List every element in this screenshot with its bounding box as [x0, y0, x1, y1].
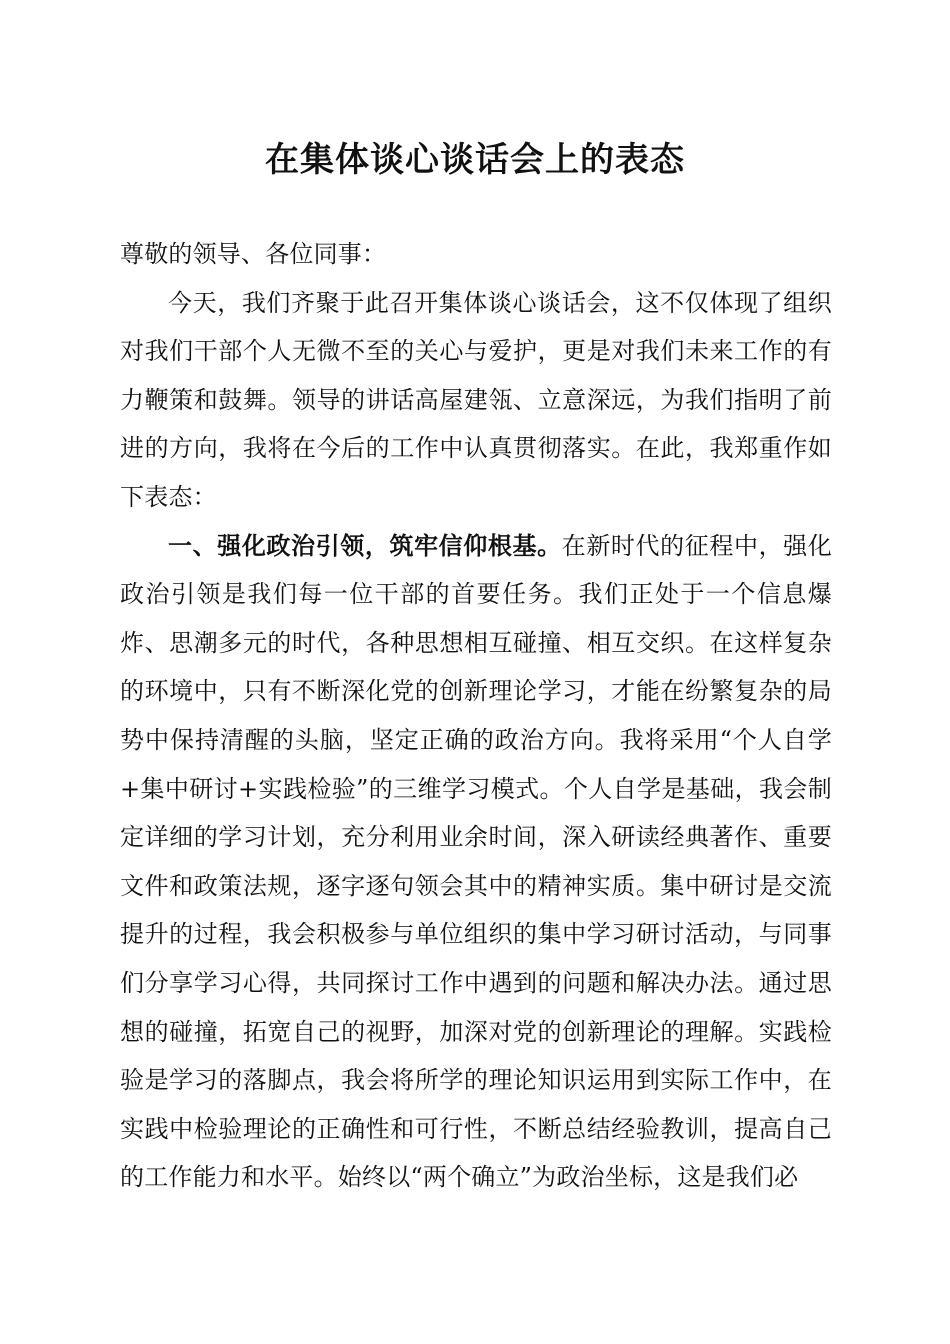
- salutation: 尊敬的领导、各位同事：: [120, 240, 387, 268]
- section-1-heading: 一、强化政治引领，筑牢信仰根基。: [168, 531, 562, 560]
- document-body: [120, 230, 832, 1202]
- intro-paragraph: 今天，我们齐聚于此召开集体谈心谈话会，这不仅体现了组织对我们干部个人无微不至的关心与爱护，更是对我们未来工作的有力鞭策和鼓舞。领导的讲话高屋建瓴、立意深远，为我们指明了前进的方向，我将在今后的工作中认真贯彻落实。在此，我郑重作如下表态：: [120, 288, 832, 511]
- document-title: 在集体谈心谈话会上的表态: [265, 140, 685, 180]
- section-1-text: 在新时代的征程中，强化政治引领是我们每一位干部的首要任务。我们正处于一个信息爆炸、思潮多元的时代，各种思想相互碰撞、相互交织。在这样复杂的环境中，只有不断深化党的创新理论学习，才能在纷繁复杂的局势中保持清醒的头脑，坚定正确的政治方向。我将采用“个人自学+集中研讨+实践检验”的三维学习模式。个人自学是基础，我会制定详细的学习计划，充分利用业余时间，深入研读经典著作、重要文件和政策法规，逐字逐句领会其中的精神实质。集中研讨是交流提升的过程，我会积极参与单位组织的集中学习研讨活动，与同事们分享学习心得，共同探讨工作中遇到的问题和解决办法。通过思想的碰撞，拓宽自己的视野，加深对党的创新理论的理解。实践检验是学习的落脚点，我会将所学的理论知识运用到实际工作中，在实践中检验理论的正确性和可行性，不断总结经验教训，提高自己的工作能力和水平。始终以“两个确立”为政治坐标，这是我们必: [120, 531, 832, 1192]
- section-1-paragraph: [120, 522, 832, 1202]
